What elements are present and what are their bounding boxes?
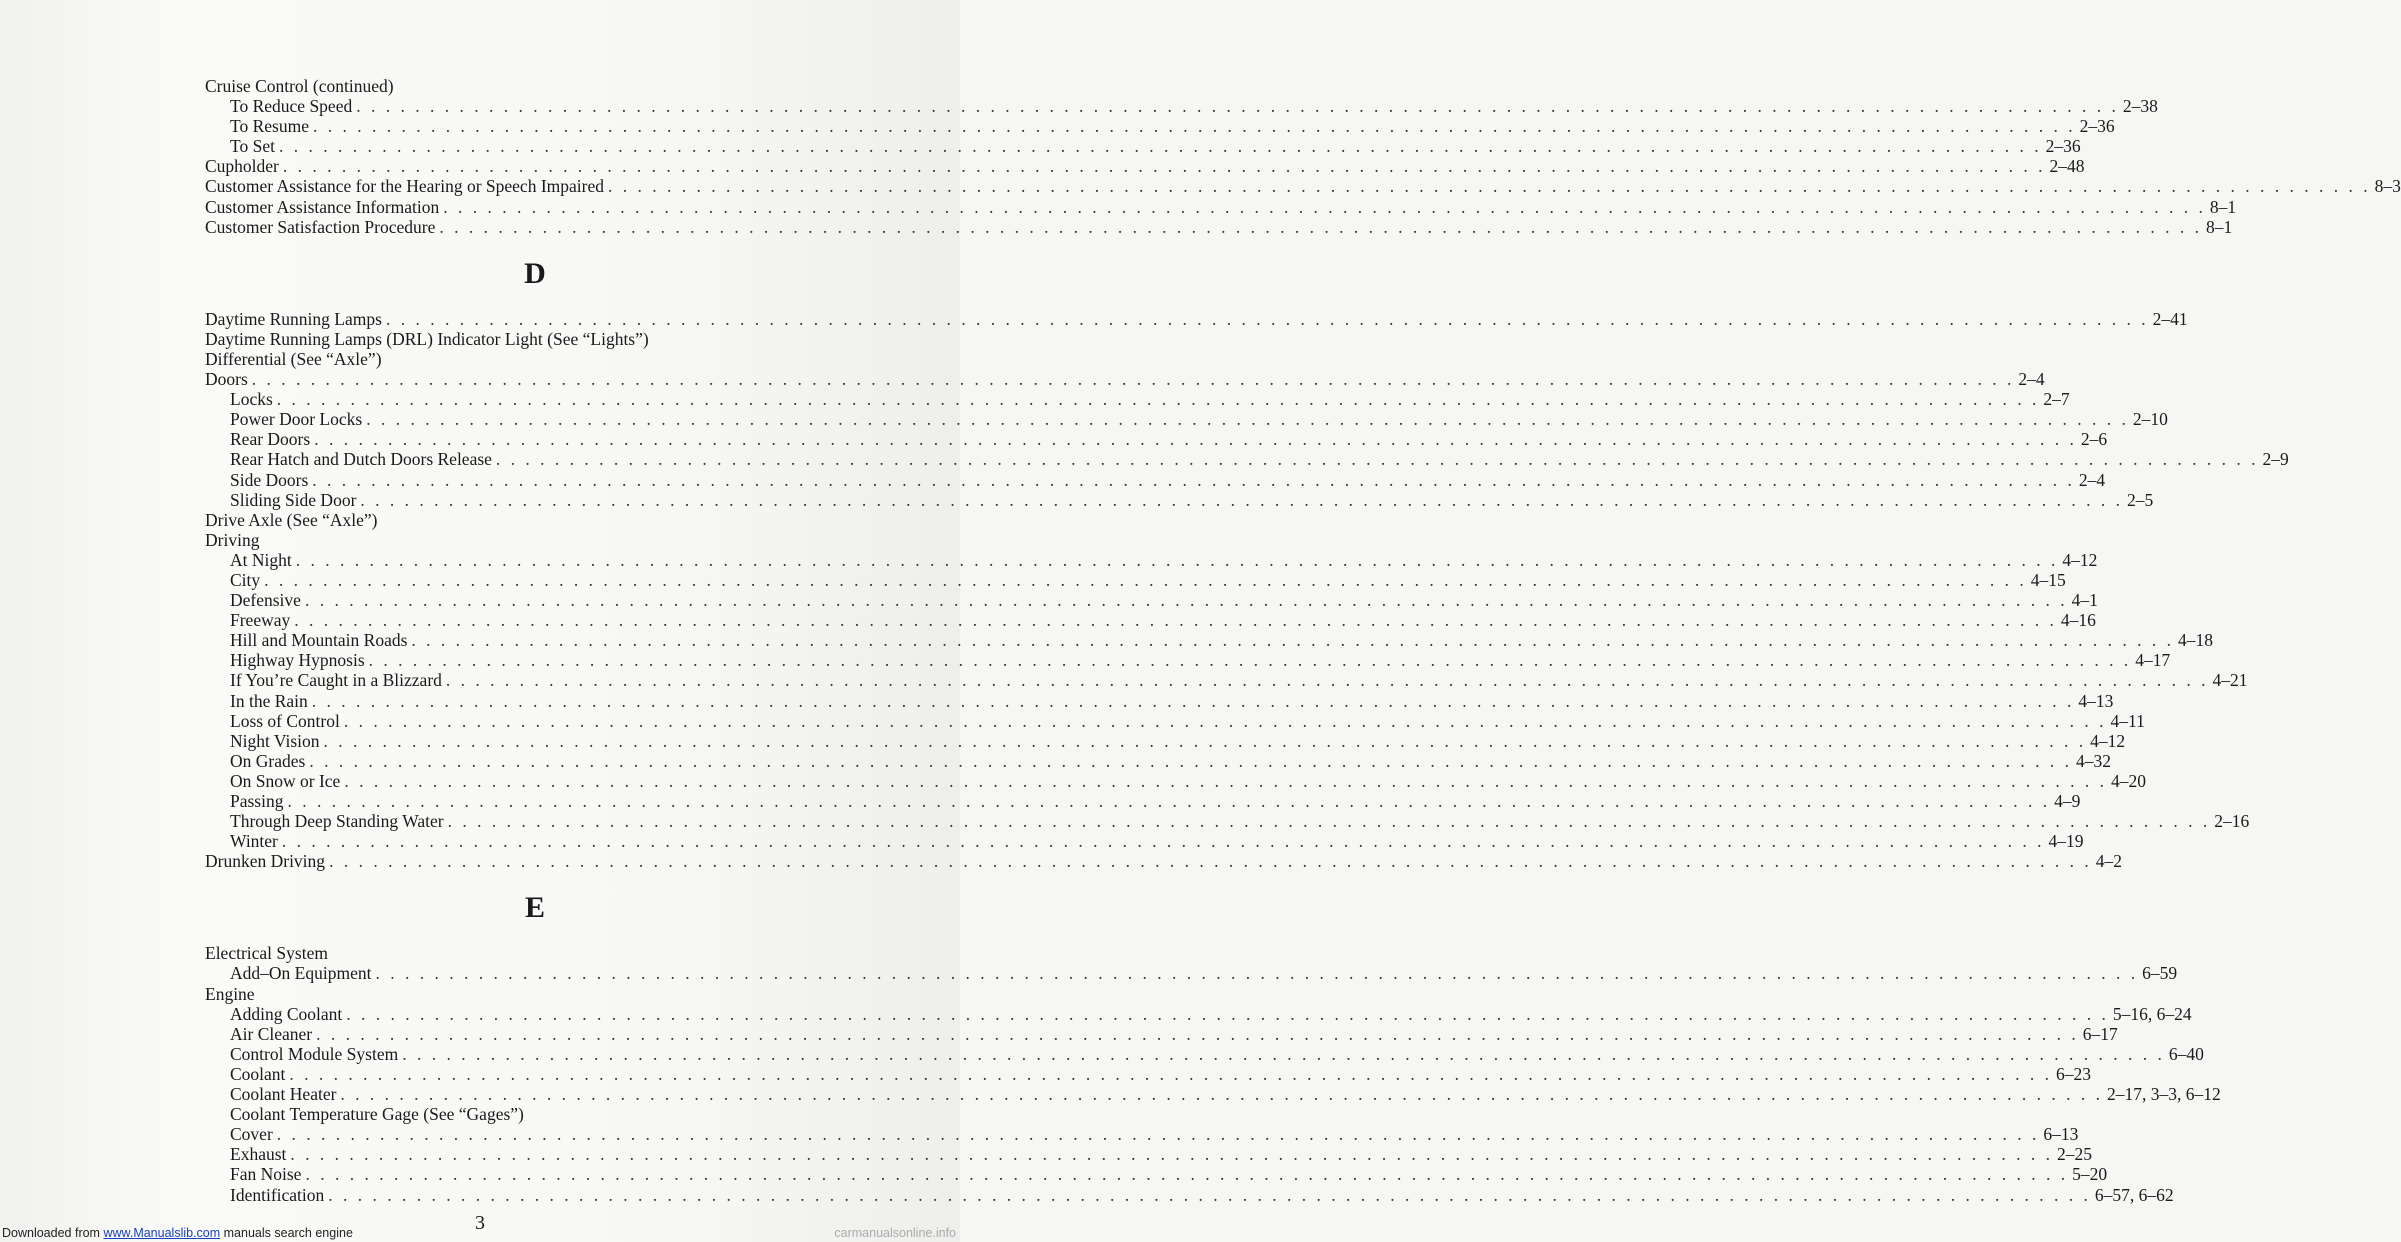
index-subentry[interactable] — [205, 1043, 2204, 1064]
entry-title: Add–On Equipment — [230, 963, 372, 984]
entry-title: To Set — [230, 136, 275, 157]
entry-title: To Resume — [230, 116, 309, 137]
entry-page-ref: 4–16 — [2060, 610, 2096, 631]
dot-leader: . . . . . . . . . . . . . . . . . . . . . . . . . . . . . . . . . . . . . . . . . . . . . . . . . . . . . . . . . . . . . . . . . . . . . . . . . . . . . . . . . . . . . . . . . . . . . . . . . . . . . . . . . . . . . . . . . . . . . . . . — [447, 811, 2211, 832]
entry-title: Through Deep Standing Water — [230, 811, 444, 832]
manualslib-link[interactable]: www.Manualslib.com — [103, 1226, 221, 1240]
entry-page-ref: 8–1 — [2206, 216, 2233, 237]
entry-page-ref: 6–40 — [2168, 1043, 2204, 1064]
entry-page-ref: 2–36 — [2079, 116, 2115, 137]
entry-page-ref: 4–12 — [2062, 549, 2098, 570]
entry-page-ref: 4–13 — [2078, 690, 2114, 711]
dot-leader: . . . . . . . . . . . . . . . . . . . . . . . . . . . . . . . . . . . . . . . . . . . . . . . . . . . . . . . . . . . . . . . . . . . . . . . . . . . . . . . . . . . . . . . . . . . . . . . . . . . . . . . . . . . . . . . . . . . . . . . . — [312, 469, 2075, 490]
dot-leader: . . . . . . . . . . . . . . . . . . . . . . . . . . . . . . . . . . . . . . . . . . . . . . . . . . . . . . . . . . . . . . . . . . . . . . . . . . . . . . . . . . . . . . . . . . . . . . . . . . . . . . . . . . . . . . . . . . . . . . . . — [281, 831, 2045, 852]
entry-title: Doors — [205, 369, 248, 390]
dot-leader: . . . . . . . . . . . . . . . . . . . . . . . . . . . . . . . . . . . . . . . . . . . . . . . . . . . . . . . . . . . . . . . . . . . . . . . . . . . . . . . . . . . . . . . . . . . . . . . . . . . . . . . . . . . . . . . . . . . . . . . . — [304, 590, 2068, 611]
index-entry[interactable] — [205, 329, 865, 349]
dot-leader: . . . . . . . . . . . . . . . . . . . . . . . . . . . . . . . . . . . . . . . . . . . . . . . . . . . . . . . . . . . . . . . . . . . . . . . . . . . . . . . . . . . . . . . . . . . . . . . . . . . . . . . . . . . . . . . . . . . . . . . . — [340, 1084, 2104, 1105]
entry-title: Electrical System — [205, 943, 328, 964]
entry-page-ref: 6–23 — [2056, 1063, 2092, 1084]
dot-leader: . . . . . . . . . . . . . . . . . . . . . . . . . . . . . . . . . . . . . . . . . . . . . . . . . . . . . . . . . . . . . . . . . . . . . . . . . . . . . . . . . . . . . . . . . . . . . . . . . . . . . . . . . . . . . . . . . . . . . . . . — [295, 549, 2059, 570]
dot-leader: . . . . . . . . . . . . . . . . . . . . . . . . . . . . . . . . . . . . . . . . . . . . . . . . . . . . . . . . . . . . . . . . . . . . . . . . . . . . . . . . . . . . . . . . . . . . . . . . . . . . . . . . . . . . . . . . . . . . . . . . — [276, 389, 2040, 410]
entry-page-ref: 2–10 — [2132, 409, 2168, 430]
index-subentry[interactable] — [205, 730, 2126, 751]
index-subentry[interactable] — [205, 116, 2115, 137]
dot-leader: . . . . . . . . . . . . . . . . . . . . . . . . . . . . . . . . . . . . . . . . . . . . . . . . . . . . . . . . . . . . . . . . . . . . . . . . . . . . . . . . . . . . . . . . . . . . . . . . . . . . . . . . . . . . . . . . . . . . . . . . — [309, 750, 2072, 771]
entry-title: Cupholder — [205, 156, 279, 177]
index-subentry[interactable] — [205, 389, 2070, 410]
index-entry[interactable] — [205, 851, 2122, 872]
entry-title: Side Doors — [230, 469, 309, 490]
dot-leader: . . . . . . . . . . . . . . . . . . . . . . . . . . . . . . . . . . . . . . . . . . . . . . . . . . . . . . . . . . . . . . . . . . . . . . . . . . . . . . . . . . . . . . . . . . . . . . . . . . . . . . . . . . . . . . . . . . . . . . . . — [328, 1184, 2091, 1205]
dot-leader: . . . . . . . . . . . . . . . . . . . . . . . . . . . . . . . . . . . . . . . . . . . . . . . . . . . . . . . . . . . . . . . . . . . . . . . . . . . . . . . . . . . . . . . . . . . . . . . . . . . . . . . . . . . . . . . . . . . . . . . . — [276, 1124, 2040, 1145]
dot-leader: . . . . . . . . . . . . . . . . . . . . . . . . . . . . . . . . . . . . . . . . . . . . . . . . . . . . . . . . . . . . . . . . . . . . . . . . . . . . . . . . . . . . . . . . . . . . . . . . . . . . . . . . . . . . . . . . . . . . . . . . — [294, 610, 2057, 631]
dot-leader: . . . . . . . . . . . . . . . . . . . . . . . . . . . . . . . . . . . . . . . . . . . . . . . . . . . . . . . . . . . . . . . . . . . . . . . . . . . . . . . . . . . . . . . . . . . . . . . . . . . . . . . . . . . . . . . . . . . . . . . . — [495, 449, 2259, 470]
index-subentry[interactable] — [205, 831, 2084, 852]
entry-title: City — [230, 569, 261, 590]
dot-leader: . . . . . . . . . . . . . . . . . . . . . . . . . . . . . . . . . . . . . . . . . . . . . . . . . . . . . . . . . . . . . . . . . . . . . . . . . . . . . . . . . . . . . . . . . . . . . . . . . . . . . . . . . . . . . . . . . . . . . . . . — [443, 196, 2206, 217]
entry-page-ref: 4–9 — [2054, 791, 2081, 811]
entry-page-ref: 8–1 — [2209, 196, 2237, 217]
index-subentry[interactable] — [205, 429, 2108, 450]
dot-leader: . . . . . . . . . . . . . . . . . . . . . . . . . . . . . . . . . . . . . . . . . . . . . . . . . . . . . . . . . . . . . . . . . . . . . . . . . . . . . . . . . . . . . . . . . . . . . . . . . . . . . . . . . . . . . . . . . . . . . . . . — [385, 308, 2149, 329]
index-entry[interactable] — [205, 216, 2233, 237]
entry-page-ref: 4–1 — [2071, 590, 2098, 611]
entry-title: In the Rain — [230, 690, 308, 711]
index-subentry[interactable] — [205, 136, 2081, 157]
entry-title: Adding Coolant — [230, 1003, 343, 1024]
dot-leader: . . . . . . . . . . . . . . . . . . . . . . . . . . . . . . . . . . . . . . . . . . . . . . . . . . . . . . . . . . . . . . . . . . . . . . . . . . . . . . . . . . . . . . . . . . . . . . . . . . . . . . . . . . . . . . . . . . . . . . . . — [375, 963, 2139, 984]
dot-leader: . . . . . . . . . . . . . . . . . . . . . . . . . . . . . . . . . . . . . . . . . . . . . . . . . . . . . . . . . . . . . . . . . . . . . . . . . . . . . . . . . . . . . . . . . . . . . . . . . . . . . . . . . . . . . . . . . . . . . . . . — [323, 730, 2087, 751]
dot-leader: . . . . . . . . . . . . . . . . . . . . . . . . . . . . . . . . . . . . . . . . . . . . . . . . . . . . . . . . . . . . . . . . . . . . . . . . . . . . . . . . . . . . . . . . . . . . . . . . . . . . . . . . . . . . . . . . . . . . . . . . — [282, 156, 2046, 177]
index-subentry[interactable] — [205, 1164, 2108, 1185]
entry-page-ref: 2–48 — [2049, 156, 2085, 177]
index-entry[interactable] — [205, 943, 865, 963]
entry-page-ref: 2–38 — [2122, 96, 2158, 117]
index-subentry[interactable] — [205, 610, 2096, 631]
index-subentry[interactable] — [205, 770, 2146, 791]
index-entry[interactable] — [205, 530, 865, 550]
entry-title: Exhaust — [230, 1144, 287, 1165]
entry-title: Drive Axle (See “Axle”) — [205, 509, 378, 530]
dot-leader: . . . . . . . . . . . . . . . . . . . . . . . . . . . . . . . . . . . . . . . . . . . . . . . . . . . . . . . . . . . . . . . . . . . . . . . . . . . . . . . . . . . . . . . . . . . . . . . . . . . . . . . . . . . . . . . . . . . . . . . . — [344, 770, 2107, 791]
dot-leader: . . . . . . . . . . . . . . . . . . . . . . . . . . . . . . . . . . . . . . . . . . . . . . . . . . . . . . . . . . . . . . . . . . . . . . . . . . . . . . . . . . . . . . . . . . . . . . . . . . . . . . . . . . . . . . . . . . . . . . . . — [402, 1043, 2165, 1064]
index-subentry[interactable] — [205, 963, 2178, 984]
entry-page-ref: 2–17, 3–3, 6–12 — [2107, 1084, 2221, 1105]
dot-leader: . . . . . . . . . . . . . . . . . . . . . . . . . . . . . . . . . . . . . . . . . . . . . . . . . . . . . . . . . . . . . . . . . . . . . . . . . . . . . . . . . . . . . . . . . . . . . . . . . . . . . . . . . . . . . . . . . . . . . . . . — [439, 216, 2202, 237]
index-entry[interactable] — [205, 196, 2237, 217]
entry-page-ref: 6–59 — [2142, 963, 2178, 984]
entry-title: Loss of Control — [230, 710, 340, 731]
entry-page-ref: 4–17 — [2135, 650, 2171, 671]
entry-page-ref: 2–5 — [2127, 489, 2154, 510]
entry-title: Defensive — [230, 590, 301, 611]
entry-title: Coolant Heater — [230, 1084, 337, 1105]
entry-title: Air Cleaner — [230, 1023, 313, 1044]
footer-prefix: Downloaded from — [2, 1226, 104, 1240]
entry-title: At Night — [230, 549, 292, 570]
index-subentry[interactable] — [205, 1104, 865, 1124]
entry-title: Coolant Temperature Gage (See “Gages”) — [230, 1104, 524, 1125]
dot-leader: . . . . . . . . . . . . . . . . . . . . . . . . . . . . . . . . . . . . . . . . . . . . . . . . . . . . . . . . . . . . . . . . . . . . . . . . . . . . . . . . . . . . . . . . . . . . . . . . . . . . . . . . . . . . . . . . . . . . . . . . — [346, 1003, 2109, 1024]
section-letter-e: E — [524, 891, 545, 925]
index-subentry[interactable] — [205, 1184, 2174, 1205]
index-subentry[interactable] — [205, 590, 2098, 611]
index-entry[interactable] — [205, 176, 2401, 197]
index-subentry[interactable] — [205, 630, 2214, 651]
index-subentry[interactable] — [205, 710, 2145, 731]
dot-leader: . . . . . . . . . . . . . . . . . . . . . . . . . . . . . . . . . . . . . . . . . . . . . . . . . . . . . . . . . . . . . . . . . . . . . . . . . . . . . . . . . . . . . . . . . . . . . . . . . . . . . . . . . . . . . . . . . . . . . . . . — [329, 851, 2092, 872]
index-entry[interactable] — [205, 156, 2085, 177]
entry-title: Coolant — [230, 1063, 286, 1084]
entry-page-ref: 2–6 — [2080, 429, 2108, 450]
entry-title: Cover — [230, 1124, 273, 1145]
entry-title: Daytime Running Lamps (DRL) Indicator Light (See “Lights”) — [205, 328, 649, 349]
entry-title: Winter — [230, 831, 278, 852]
entry-title: On Snow or Ice — [230, 770, 341, 791]
dot-leader: . . . . . . . . . . . . . . . . . . . . . . . . . . . . . . . . . . . . . . . . . . . . . . . . . . . . . . . . . . . . . . . . . . . . . . . . . . . . . . . . . . . . . . . . . . . . . . . . . . . . . . . . . . . . . . . . . . . . . . . . — [411, 630, 2175, 651]
entry-title: Differential (See “Axle”) — [205, 348, 382, 369]
index-subentry[interactable] — [205, 549, 2098, 570]
entry-title: Hill and Mountain Roads — [230, 630, 408, 651]
index-column — [205, 76, 2401, 1205]
index-entry[interactable] — [205, 76, 865, 96]
entry-title: Night Vision — [230, 730, 320, 751]
entry-page-ref: 8–3 — [2374, 176, 2401, 197]
index-subentry[interactable] — [205, 489, 2154, 510]
entry-page-ref: 6–17 — [2082, 1023, 2118, 1044]
entry-title: Freeway — [230, 610, 291, 631]
index-entry[interactable] — [205, 510, 865, 530]
entry-title: Drunken Driving — [205, 851, 326, 872]
dot-leader: . . . . . . . . . . . . . . . . . . . . . . . . . . . . . . . . . . . . . . . . . . . . . . . . . . . . . . . . . . . . . . . . . . . . . . . . . . . . . . . . . . . . . . . . . . . . . . . . . . . . . . . . . . . . . . . . . . . . . . . . — [360, 489, 2124, 510]
index-subentry[interactable] — [205, 670, 2248, 691]
entry-page-ref: 2–4 — [2078, 469, 2106, 490]
entry-page-ref: 4–19 — [2048, 831, 2084, 852]
index-entry[interactable] — [205, 369, 2045, 390]
entry-page-ref: 6–13 — [2043, 1124, 2079, 1145]
entry-title: Engine — [205, 983, 255, 1004]
dot-leader: . . . . . . . . . . . . . . . . . . . . . . . . . . . . . . . . . . . . . . . . . . . . . . . . . . . . . . . . . . . . . . . . . . . . . . . . . . . . . . . . . . . . . . . . . . . . . . . . . . . . . . . . . . . . . . . . . . . . . . . . — [289, 1063, 2053, 1084]
entry-title: Rear Hatch and Dutch Doors Release — [230, 449, 492, 470]
index-subentry[interactable] — [205, 791, 2081, 811]
entry-title: Customer Assistance for the Hearing or Speech Impaired — [205, 176, 604, 197]
download-footer — [2, 1226, 353, 1240]
index-subentry[interactable] — [205, 409, 2168, 430]
index-subentry[interactable] — [205, 569, 2066, 590]
dot-leader: . . . . . . . . . . . . . . . . . . . . . . . . . . . . . . . . . . . . . . . . . . . . . . . . . . . . . . . . . . . . . . . . . . . . . . . . . . . . . . . . . . . . . . . . . . . . . . . . . . . . . . . . . . . . . . . . . . . . . . . . — [264, 569, 2027, 590]
dot-leader: . . . . . . . . . . . . . . . . . . . . . . . . . . . . . . . . . . . . . . . . . . . . . . . . . . . . . . . . . . . . . . . . . . . . . . . . . . . . . . . . . . . . . . . . . . . . . . . . . . . . . . . . . . . . . . . . . . . . . . . . — [290, 1144, 2054, 1165]
entry-title: Daytime Running Lamps — [205, 308, 382, 329]
index-subentry[interactable] — [205, 1003, 2192, 1024]
index-subentry[interactable] — [205, 1063, 2092, 1084]
entry-page-ref: 2–9 — [2262, 449, 2289, 470]
entry-title: If You’re Caught in a Blizzard — [230, 670, 442, 691]
entry-page-ref: 5–16, 6–24 — [2112, 1003, 2192, 1024]
entry-title: Passing — [230, 791, 284, 811]
entry-page-ref: 4–2 — [2095, 851, 2122, 872]
dot-leader: . . . . . . . . . . . . . . . . . . . . . . . . . . . . . . . . . . . . . . . . . . . . . . . . . . . . . . . . . . . . . . . . . . . . . . . . . . . . . . . . . . . . . . . . . . . . . . . . . . . . . . . . . . . . . . . . . . . . . . . . — [368, 650, 2132, 671]
dot-leader: . . . . . . . . . . . . . . . . . . . . . . . . . . . . . . . . . . . . . . . . . . . . . . . . . . . . . . . . . . . . . . . . . . . . . . . . . . . . . . . . . . . . . . . . . . . . . . . . . . . . . . . . . . . . . . . . . . . . . . . . — [607, 176, 2371, 197]
index-subentry[interactable] — [205, 650, 2171, 671]
index-entry[interactable] — [205, 984, 865, 1004]
entry-page-ref: 2–4 — [2018, 369, 2045, 390]
dot-leader: . . . . . . . . . . . . . . . . . . . . . . . . . . . . . . . . . . . . . . . . . . . . . . . . . . . . . . . . . . . . . . . . . . . . . . . . . . . . . . . . . . . . . . . . . . . . . . . . . . . . . . . . . . . . . . . . . . . . . . . . — [287, 791, 2051, 811]
entry-title: Customer Assistance Information — [205, 196, 440, 217]
dot-leader: . . . . . . . . . . . . . . . . . . . . . . . . . . . . . . . . . . . . . . . . . . . . . . . . . . . . . . . . . . . . . . . . . . . . . . . . . . . . . . . . . . . . . . . . . . . . . . . . . . . . . . . . . . . . . . . . . . . . . . . . — [251, 369, 2015, 390]
footer-suffix: manuals search engine — [220, 1226, 353, 1240]
section-letter-d: D — [524, 256, 546, 290]
index-subentry[interactable] — [205, 1124, 2079, 1145]
dot-leader: . . . . . . . . . . . . . . . . . . . . . . . . . . . . . . . . . . . . . . . . . . . . . . . . . . . . . . . . . . . . . . . . . . . . . . . . . . . . . . . . . . . . . . . . . . . . . . . . . . . . . . . . . . . . . . . . . . . . . . . . — [305, 1164, 2069, 1185]
index-subentry[interactable] — [205, 750, 2111, 771]
dot-leader: . . . . . . . . . . . . . . . . . . . . . . . . . . . . . . . . . . . . . . . . . . . . . . . . . . . . . . . . . . . . . . . . . . . . . . . . . . . . . . . . . . . . . . . . . . . . . . . . . . . . . . . . . . . . . . . . . . . . . . . . — [366, 409, 2129, 430]
entry-page-ref: 4–18 — [2178, 630, 2214, 651]
dot-leader: . . . . . . . . . . . . . . . . . . . . . . . . . . . . . . . . . . . . . . . . . . . . . . . . . . . . . . . . . . . . . . . . . . . . . . . . . . . . . . . . . . . . . . . . . . . . . . . . . . . . . . . . . . . . . . . . . . . . . . . . — [312, 116, 2076, 137]
index-subentry[interactable] — [205, 1023, 2118, 1044]
entry-page-ref: 4–11 — [2110, 710, 2145, 731]
entry-page-ref: 4–32 — [2075, 750, 2111, 771]
dot-leader: . . . . . . . . . . . . . . . . . . . . . . . . . . . . . . . . . . . . . . . . . . . . . . . . . . . . . . . . . . . . . . . . . . . . . . . . . . . . . . . . . . . . . . . . . . . . . . . . . . . . . . . . . . . . . . . . . . . . . . . . — [343, 710, 2107, 731]
entry-page-ref: 2–16 — [2214, 811, 2250, 832]
entry-title: To Reduce Speed — [230, 96, 353, 117]
entry-page-ref: 6–57, 6–62 — [2094, 1184, 2174, 1205]
entry-title: Customer Satisfaction Procedure — [205, 216, 436, 237]
index-subentry[interactable] — [205, 469, 2106, 490]
entry-title: Cruise Control (continued) — [205, 76, 394, 96]
dot-leader: . . . . . . . . . . . . . . . . . . . . . . . . . . . . . . . . . . . . . . . . . . . . . . . . . . . . . . . . . . . . . . . . . . . . . . . . . . . . . . . . . . . . . . . . . . . . . . . . . . . . . . . . . . . . . . . . . . . . . . . . — [278, 136, 2042, 157]
entry-title: Driving — [205, 529, 260, 550]
entry-title: Rear Doors — [230, 429, 311, 450]
dot-leader: . . . . . . . . . . . . . . . . . . . . . . . . . . . . . . . . . . . . . . . . . . . . . . . . . . . . . . . . . . . . . . . . . . . . . . . . . . . . . . . . . . . . . . . . . . . . . . . . . . . . . . . . . . . . . . . . . . . . . . . . — [445, 670, 2209, 691]
entry-title: Fan Noise — [230, 1164, 302, 1185]
page-number: 3 — [475, 1212, 485, 1234]
entry-page-ref: 4–12 — [2090, 730, 2126, 751]
dot-leader: . . . . . . . . . . . . . . . . . . . . . . . . . . . . . . . . . . . . . . . . . . . . . . . . . . . . . . . . . . . . . . . . . . . . . . . . . . . . . . . . . . . . . . . . . . . . . . . . . . . . . . . . . . . . . . . . . . . . . . . . — [356, 96, 2119, 117]
watermark-text: carmanualsonline.info — [834, 1226, 956, 1240]
index-subentry[interactable] — [205, 449, 2289, 470]
index-entry[interactable] — [205, 308, 2188, 329]
entry-page-ref: 4–20 — [2110, 770, 2146, 791]
entry-page-ref: 2–36 — [2045, 136, 2081, 157]
dot-leader: . . . . . . . . . . . . . . . . . . . . . . . . . . . . . . . . . . . . . . . . . . . . . . . . . . . . . . . . . . . . . . . . . . . . . . . . . . . . . . . . . . . . . . . . . . . . . . . . . . . . . . . . . . . . . . . . . . . . . . . . — [311, 690, 2075, 711]
entry-title: On Grades — [230, 750, 306, 771]
index-subentry[interactable] — [205, 96, 2158, 117]
dot-leader: . . . . . . . . . . . . . . . . . . . . . . . . . . . . . . . . . . . . . . . . . . . . . . . . . . . . . . . . . . . . . . . . . . . . . . . . . . . . . . . . . . . . . . . . . . . . . . . . . . . . . . . . . . . . . . . . . . . . . . . . — [314, 429, 2077, 450]
entry-page-ref: 5–20 — [2072, 1164, 2108, 1185]
entry-title: Sliding Side Door — [230, 489, 357, 510]
entry-title: Power Door Locks — [230, 409, 363, 430]
index-subentry[interactable] — [205, 1144, 2093, 1165]
index-entry[interactable] — [205, 349, 865, 369]
entry-title: Highway Hypnosis — [230, 650, 365, 671]
entry-page-ref: 4–15 — [2030, 569, 2066, 590]
entry-title: Identification — [230, 1184, 325, 1205]
entry-title: Control Module System — [230, 1043, 399, 1064]
dot-leader: . . . . . . . . . . . . . . . . . . . . . . . . . . . . . . . . . . . . . . . . . . . . . . . . . . . . . . . . . . . . . . . . . . . . . . . . . . . . . . . . . . . . . . . . . . . . . . . . . . . . . . . . . . . . . . . . . . . . . . . . — [316, 1023, 2079, 1044]
index-subentry[interactable] — [205, 811, 2250, 832]
entry-page-ref: 2–41 — [2152, 308, 2188, 329]
entry-title: Locks — [230, 389, 273, 410]
index-subentry[interactable] — [205, 690, 2114, 711]
entry-page-ref: 2–7 — [2043, 389, 2070, 410]
entry-page-ref: 4–21 — [2212, 670, 2248, 691]
index-subentry[interactable] — [205, 1084, 2221, 1105]
entry-page-ref: 2–25 — [2057, 1144, 2093, 1165]
